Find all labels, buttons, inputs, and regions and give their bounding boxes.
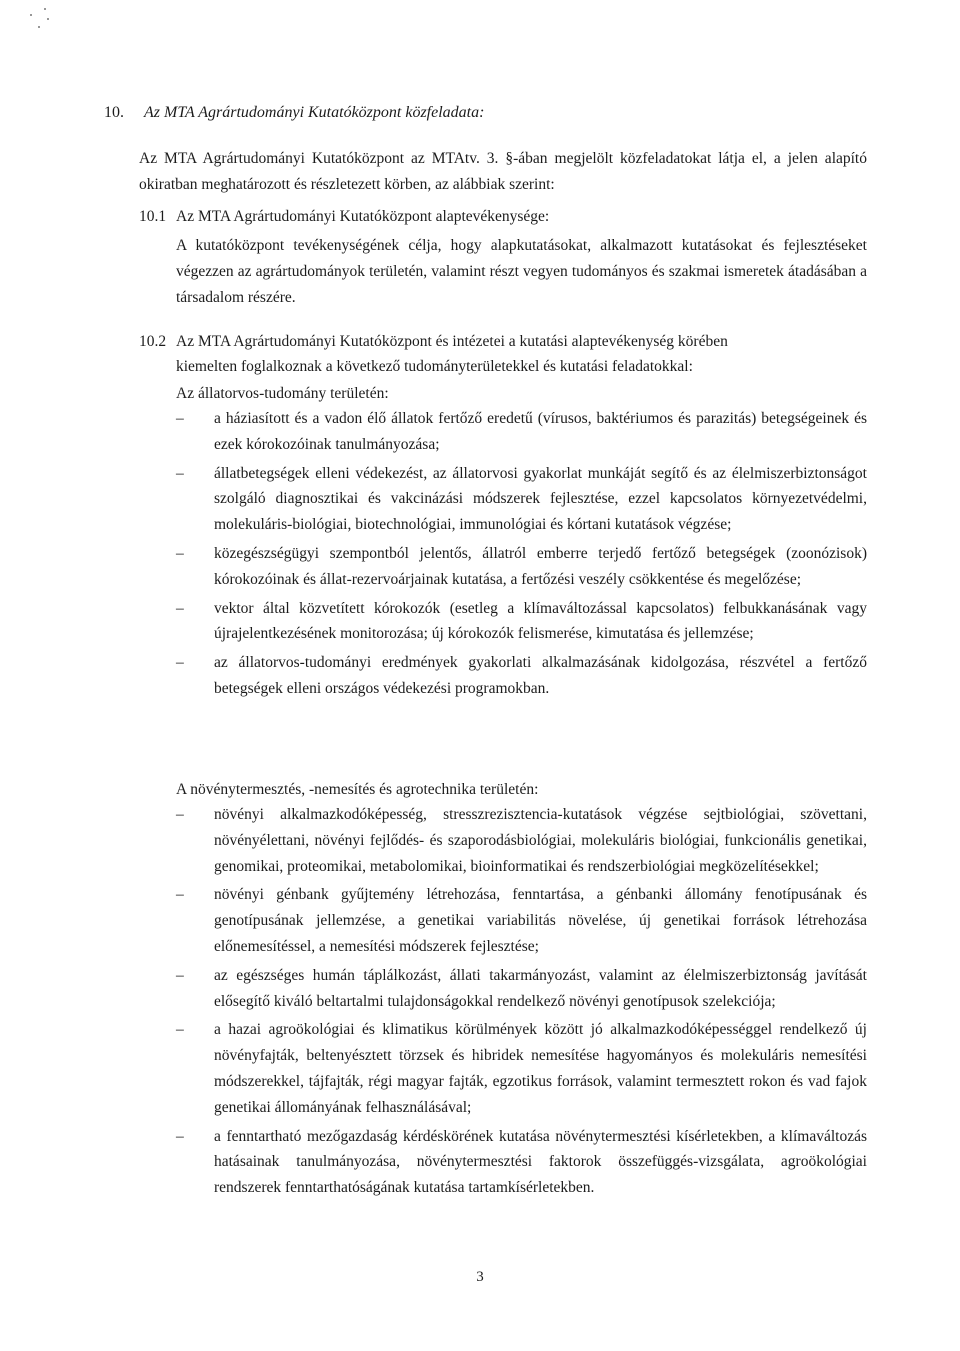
list-item: – az egészséges humán táplálkozást, állati takarmányozást, valamint az élelmiszerbiztonság javítását elősegítő kiváló beltartalmi tulajdonságokkal rendelkező növényi genotípusok szelekciója;: [176, 963, 867, 1015]
list-item: – közegészségügyi szempontból jelentős, állatról emberre terjedő fertőző betegségek (zoonózisok) kórokozóinak és állat-rezervoárjainak kutatása, a fertőzési veszély csökkentése és megelőzése;: [176, 541, 867, 593]
page-number: 3: [476, 1269, 484, 1285]
list-item: – vektor által közvetített kórokozók (esetleg a klímaváltozással kapcsolatos) felbukkanásának vagy újrajelentkezésének monitorozása; új kórokozók felismerése, kimutatása és jellemzése;: [176, 596, 867, 648]
dash-bullet: –: [176, 966, 184, 984]
dash-bullet: –: [176, 886, 184, 904]
subsection-title: Az MTA Agrártudományi Kutatóközpont és intézetei a kutatási alaptevékenység körében: [176, 333, 728, 350]
list-item: – növényi génbank gyűjtemény létrehozása, fenntartása, a génbanki állomány fenotípusának és genotípusának jellemzése, a genetikai variabilitás növelése, új genetikai források létrehozása előnemesítéssel, a nemesítési módszerek fejlesztése;: [176, 882, 867, 959]
dash-bullet: –: [176, 1021, 184, 1039]
subsection-10-1-body: A kutatóközpont tevékenységének célja, hogy alapkutatásokat, alkalmazott kutatásokat és fejlesztéseket végezzen az agrártudományok területén, valamint részt vegyen tudományos és szakmai ismeretek átadásában a társadalom részére.: [176, 237, 867, 306]
dash-bullet: –: [176, 1127, 184, 1145]
dash-bullet: –: [176, 410, 184, 427]
subsection-title: Az MTA Agrártudományi Kutatóközpont alaptevékenysége:: [176, 208, 550, 225]
subsection-10-1-heading: [139, 204, 867, 230]
dash-bullet: –: [176, 464, 184, 482]
crop-production-list: [176, 802, 867, 1204]
list-item: – a fenntartható mezőgazdaság kérdéskörének kutatása növénytermesztési kísérletekben, a klímaváltozás hatásainak tanulmányozása, növénytermesztési faktorok összefüggés-vizsgálata, agroökológiai rendszerek fenntarthatóságának kutatása tartamkísérletekben.: [176, 1124, 867, 1201]
list-item: – növényi alkalmazkodóképesség, stresszrezisztencia-kutatások végzése sejtbiológiai, szövettani, növényélettani, növényi fejlődés- és szaporodásbiológiai, molekuláris biológiai, funkcionális genetikai, genomikai, proteomikai, metabolomikai, bioinformatikai és rendszerbiológiai megközelítésekkel;: [176, 802, 867, 879]
list-item: – a háziasított és a vadon élő állatok fertőző eredetű (vírusos, baktériumos és parazitás) betegségeinek és ezek kórokozóinak tanulmányozása;: [176, 406, 867, 458]
list-item: – az állatorvos-tudományi eredmények gyakorlati alkalmazásának kidolgozása, részvétel a fertőző betegségek elleni országos védekezési programokban.: [176, 650, 867, 702]
list-item: – állatbetegségek elleni védekezést, az állatorvosi gyakorlat munkáját segítő és az élelmiszerbiztonságot szolgáló diagnosztikai és vakcinázási módszerek fejlesztése, ezzel kapcsolatos környezetvédelmi, molekuláris-biológiai, biotechnológiai, immunológiai és kórtani kutatások végzése;: [176, 461, 867, 538]
scan-specks: [30, 6, 70, 36]
dash-bullet: –: [176, 599, 184, 617]
subsection-number: 10.2: [139, 333, 167, 350]
subsection-number: 10.1: [139, 208, 167, 225]
dash-bullet: –: [176, 654, 184, 672]
section-heading: [104, 100, 484, 126]
veterinary-list: [176, 406, 867, 705]
dash-bullet: –: [176, 806, 184, 823]
intro-paragraph: Az MTA Agrártudományi Kutatóközpont az MTAtv. 3. §-ában megjelölt közfeladatokat látja el, a jelen alapító okiratban meghatározott és részletezett körben, az alábbiak szerint:: [139, 150, 867, 193]
group-title-crop-production: A növénytermesztés, -nemesítés és agrotechnika területén:: [176, 781, 539, 798]
section-number: 10.: [104, 104, 124, 121]
list-item: – a hazai agroökológiai és klimatikus körülmények között jó alkalmazkodóképességgel rendelkező új növényfajták, beltenyésztett törzsek és hibridek nemesítése hagyományos és molekuláris nemesítési módszerekkel, tájfajták, régi magyar fajták, egzotikus források, valamint termesztett rokon és vad fajok genetikai állományának felhasználásával;: [176, 1017, 867, 1120]
subsection-10-2-heading: [139, 329, 867, 355]
group-title-veterinary: Az állatorvos-tudomány területén:: [176, 385, 389, 402]
dash-bullet: –: [176, 544, 184, 562]
subsection-10-2-body: kiemelten foglalkoznak a következő tudományterületekkel és kutatási feladatokkal:: [176, 358, 693, 375]
section-title: Az MTA Agrártudományi Kutatóközpont közfeladata:: [144, 104, 485, 121]
